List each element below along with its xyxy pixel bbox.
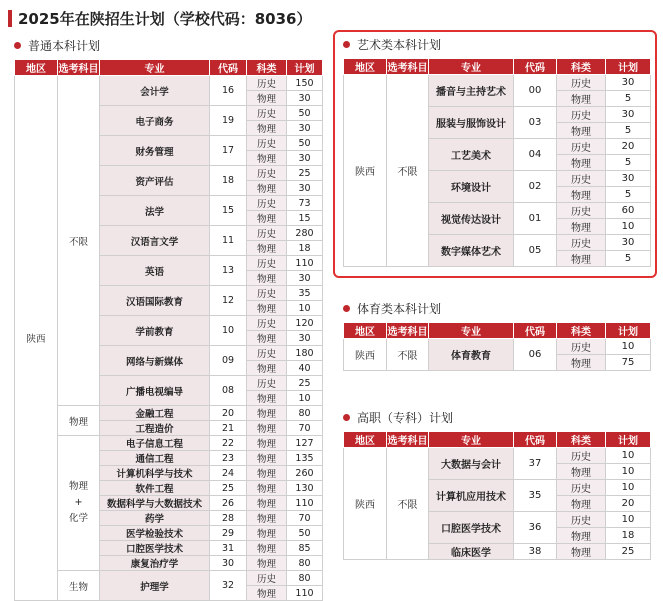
category-cell: 物理: [557, 123, 606, 139]
major-name-cell: 康复治疗学: [100, 556, 210, 571]
category-cell: 物理: [247, 391, 287, 406]
category-cell: 历史: [247, 256, 287, 271]
category-cell: 物理: [557, 251, 606, 267]
col-header-plan: 计划: [287, 60, 323, 76]
major-name-cell: 医学检验技术: [100, 526, 210, 541]
col-header-code: 代码: [514, 59, 557, 75]
plan-cell: 18: [287, 241, 323, 256]
category-cell: 物理: [557, 496, 606, 512]
category-cell: 历史: [557, 139, 606, 155]
subject-requirement-cell: 不限: [387, 75, 429, 267]
major-name-cell: 法学: [100, 196, 210, 226]
category-cell: 物理: [247, 241, 287, 256]
plan-cell: 25: [606, 544, 651, 560]
plan-cell: 60: [606, 203, 651, 219]
major-code-cell: 12: [210, 286, 247, 316]
subject-requirement-cell: 不限: [387, 339, 429, 371]
major-code-cell: 17: [210, 136, 247, 166]
table-row: [15, 571, 323, 586]
category-cell: 物理: [247, 91, 287, 106]
category-cell: 物理: [247, 481, 287, 496]
section-header-sport: [343, 299, 650, 317]
table-header-row: [344, 432, 651, 448]
category-cell: 历史: [247, 226, 287, 241]
plan-cell: 30: [287, 181, 323, 196]
col-header-category: 科类: [557, 323, 606, 339]
major-code-cell: 28: [210, 511, 247, 526]
col-header-major: 专业: [429, 59, 514, 75]
plan-cell: 50: [287, 106, 323, 121]
category-cell: 历史: [557, 235, 606, 251]
major-code-cell: 02: [514, 171, 557, 203]
plan-cell: 10: [606, 512, 651, 528]
col-header-major: 专业: [429, 323, 514, 339]
plan-cell: 30: [606, 171, 651, 187]
plan-cell: 135: [287, 451, 323, 466]
plan-cell: 280: [287, 226, 323, 241]
col-header-region: 地区: [15, 60, 58, 76]
plan-cell: 10: [606, 339, 651, 355]
major-name-cell: 金融工程: [100, 406, 210, 421]
major-name-cell: 工艺美术: [429, 139, 514, 171]
category-cell: 物理: [247, 361, 287, 376]
plan-cell: 85: [287, 541, 323, 556]
plan-cell: 80: [287, 556, 323, 571]
category-cell: 物理: [557, 219, 606, 235]
category-cell: 物理: [247, 511, 287, 526]
subject-requirement-cell: 不限: [387, 448, 429, 560]
table-header-row: [344, 59, 651, 75]
major-name-cell: 电子商务: [100, 106, 210, 136]
major-code-cell: 20: [210, 406, 247, 421]
section-header-art: [343, 35, 650, 53]
major-name-cell: 视觉传达设计: [429, 203, 514, 235]
category-cell: 物理: [247, 586, 287, 601]
plan-cell: 150: [287, 76, 323, 91]
col-header-major: 专业: [100, 60, 210, 76]
plan-cell: 10: [606, 464, 651, 480]
major-code-cell: 36: [514, 512, 557, 544]
major-name-cell: 服装与服饰设计: [429, 107, 514, 139]
plan-cell: 5: [606, 91, 651, 107]
table-sport: [343, 322, 651, 371]
plan-cell: 5: [606, 251, 651, 267]
category-cell: 历史: [247, 196, 287, 211]
category-cell: 历史: [557, 75, 606, 91]
major-name-cell: 软件工程: [100, 481, 210, 496]
major-name-cell: 计算机科学与技术: [100, 466, 210, 481]
plan-cell: 180: [287, 346, 323, 361]
table-row: [344, 339, 651, 355]
major-code-cell: 26: [210, 496, 247, 511]
major-code-cell: 22: [210, 436, 247, 451]
plan-cell: 30: [606, 235, 651, 251]
major-name-cell: 数字媒体艺术: [429, 235, 514, 267]
section-title-general: 普通本科计划: [28, 38, 101, 53]
category-cell: 历史: [247, 346, 287, 361]
plan-cell: 18: [606, 528, 651, 544]
plan-cell: 110: [287, 586, 323, 601]
col-header-subject: 选考科目: [387, 432, 429, 448]
section-title-sport: 体育类本科计划: [357, 301, 442, 316]
plan-cell: 30: [287, 271, 323, 286]
major-name-cell: 汉语言文学: [100, 226, 210, 256]
major-code-cell: 11: [210, 226, 247, 256]
major-name-cell: 工程造价: [100, 421, 210, 436]
category-cell: 物理: [247, 436, 287, 451]
category-cell: 物理: [247, 406, 287, 421]
major-name-cell: 数据科学与大数据技术: [100, 496, 210, 511]
major-code-cell: 38: [514, 544, 557, 560]
plan-cell: 75: [606, 355, 651, 371]
col-header-plan: 计划: [606, 59, 651, 75]
major-name-cell: 学前教育: [100, 316, 210, 346]
table-header-row: [344, 323, 651, 339]
major-code-cell: 24: [210, 466, 247, 481]
major-code-cell: 30: [210, 556, 247, 571]
region-cell: 陕西: [344, 448, 387, 560]
major-name-cell: 计算机应用技术: [429, 480, 514, 512]
plan-cell: 10: [606, 448, 651, 464]
plan-cell: 30: [287, 151, 323, 166]
major-name-cell: 广播电视编导: [100, 376, 210, 406]
category-cell: 历史: [557, 203, 606, 219]
plan-cell: 5: [606, 155, 651, 171]
plan-cell: 30: [287, 121, 323, 136]
major-code-cell: 04: [514, 139, 557, 171]
plan-cell: 20: [606, 496, 651, 512]
major-name-cell: 通信工程: [100, 451, 210, 466]
plan-cell: 80: [287, 571, 323, 586]
col-header-code: 代码: [210, 60, 247, 76]
plan-cell: 25: [287, 166, 323, 181]
col-header-region: 地区: [344, 59, 387, 75]
plan-cell: 10: [287, 391, 323, 406]
section-title-vocational: 高职（专科）计划: [357, 410, 454, 425]
major-code-cell: 15: [210, 196, 247, 226]
page-title-text: 2025年在陕招生计划（学校代码：8036）: [18, 9, 312, 28]
category-cell: 物理: [247, 451, 287, 466]
major-code-cell: 31: [210, 541, 247, 556]
category-cell: 物理: [557, 355, 606, 371]
major-code-cell: 25: [210, 481, 247, 496]
table-header-row: [15, 60, 323, 76]
category-cell: 物理: [247, 151, 287, 166]
plan-cell: 110: [287, 496, 323, 511]
major-name-cell: 资产评估: [100, 166, 210, 196]
plan-cell: 25: [287, 376, 323, 391]
major-name-cell: 护理学: [100, 571, 210, 601]
category-cell: 物理: [557, 187, 606, 203]
category-cell: 历史: [557, 448, 606, 464]
category-cell: 物理: [247, 301, 287, 316]
major-name-cell: 网络与新媒体: [100, 346, 210, 376]
category-cell: 物理: [247, 331, 287, 346]
plan-cell: 10: [606, 219, 651, 235]
major-code-cell: 16: [210, 76, 247, 106]
major-code-cell: 32: [210, 571, 247, 601]
major-name-cell: 会计学: [100, 76, 210, 106]
major-name-cell: 临床医学: [429, 544, 514, 560]
category-cell: 物理: [247, 556, 287, 571]
major-name-cell: 播音与主持艺术: [429, 75, 514, 107]
section-title-art: 艺术类本科计划: [357, 37, 442, 52]
major-code-cell: 10: [210, 316, 247, 346]
col-header-plan: 计划: [606, 432, 651, 448]
category-cell: 物理: [557, 544, 606, 560]
table-row: [344, 448, 651, 464]
plan-cell: 15: [287, 211, 323, 226]
category-cell: 物理: [247, 271, 287, 286]
major-name-cell: 口腔医学技术: [100, 541, 210, 556]
category-cell: 历史: [247, 316, 287, 331]
major-name-cell: 英语: [100, 256, 210, 286]
plan-cell: 30: [606, 75, 651, 91]
category-cell: 历史: [247, 286, 287, 301]
subject-requirement-cell: 物理: [58, 406, 100, 436]
major-name-cell: 体育教育: [429, 339, 514, 371]
title-accent-bar: [8, 10, 12, 27]
major-code-cell: 01: [514, 203, 557, 235]
major-code-cell: 29: [210, 526, 247, 541]
plan-cell: 35: [287, 286, 323, 301]
category-cell: 物理: [557, 155, 606, 171]
major-name-cell: 药学: [100, 511, 210, 526]
major-code-cell: 09: [210, 346, 247, 376]
major-code-cell: 08: [210, 376, 247, 406]
table-row: [15, 76, 323, 91]
plan-cell: 30: [287, 91, 323, 106]
bullet-icon: [343, 414, 350, 421]
bullet-icon: [343, 305, 350, 312]
region-cell: 陕西: [344, 75, 387, 267]
section-art: [343, 35, 650, 267]
col-header-region: 地区: [344, 432, 387, 448]
major-code-cell: 35: [514, 480, 557, 512]
category-cell: 历史: [247, 376, 287, 391]
plan-cell: 130: [287, 481, 323, 496]
category-cell: 物理: [557, 91, 606, 107]
col-header-category: 科类: [247, 60, 287, 76]
category-cell: 历史: [247, 106, 287, 121]
category-cell: 物理: [247, 211, 287, 226]
plan-cell: 70: [287, 511, 323, 526]
category-cell: 物理: [247, 541, 287, 556]
table-general: [14, 59, 323, 601]
section-header-vocational: [343, 408, 650, 426]
col-header-region: 地区: [344, 323, 387, 339]
category-cell: 历史: [247, 136, 287, 151]
major-code-cell: 06: [514, 339, 557, 371]
category-cell: 历史: [557, 512, 606, 528]
plan-cell: 30: [287, 331, 323, 346]
major-code-cell: 37: [514, 448, 557, 480]
major-code-cell: 03: [514, 107, 557, 139]
plan-cell: 5: [606, 187, 651, 203]
major-name-cell: 大数据与会计: [429, 448, 514, 480]
major-name-cell: 电子信息工程: [100, 436, 210, 451]
plan-cell: 260: [287, 466, 323, 481]
category-cell: 历史: [247, 166, 287, 181]
subject-requirement-cell: 生物: [58, 571, 100, 601]
section-header-general: [14, 36, 322, 54]
category-cell: 历史: [557, 171, 606, 187]
category-cell: 历史: [247, 571, 287, 586]
category-cell: 物理: [247, 421, 287, 436]
plan-cell: 10: [287, 301, 323, 316]
col-header-code: 代码: [514, 323, 557, 339]
table-row: [344, 75, 651, 91]
major-code-cell: 00: [514, 75, 557, 107]
major-name-cell: 口腔医学技术: [429, 512, 514, 544]
category-cell: 物理: [557, 464, 606, 480]
table-row: [15, 406, 323, 421]
plan-cell: 30: [606, 107, 651, 123]
category-cell: 物理: [247, 466, 287, 481]
bullet-icon: [343, 41, 350, 48]
col-header-subject: 选考科目: [387, 323, 429, 339]
region-cell: 陕西: [344, 339, 387, 371]
section-vocational: [343, 408, 650, 560]
col-header-subject: 选考科目: [387, 59, 429, 75]
category-cell: 历史: [557, 107, 606, 123]
category-cell: 历史: [557, 480, 606, 496]
plan-cell: 40: [287, 361, 323, 376]
col-header-code: 代码: [514, 432, 557, 448]
plan-cell: 120: [287, 316, 323, 331]
major-code-cell: 18: [210, 166, 247, 196]
plan-cell: 5: [606, 123, 651, 139]
major-name-cell: 财务管理: [100, 136, 210, 166]
category-cell: 物理: [557, 528, 606, 544]
major-name-cell: 汉语国际教育: [100, 286, 210, 316]
plan-cell: 20: [606, 139, 651, 155]
col-header-category: 科类: [557, 432, 606, 448]
major-code-cell: 05: [514, 235, 557, 267]
category-cell: 物理: [247, 181, 287, 196]
col-header-plan: 计划: [606, 323, 651, 339]
major-name-cell: 环境设计: [429, 171, 514, 203]
category-cell: 物理: [247, 496, 287, 511]
major-code-cell: 19: [210, 106, 247, 136]
plan-cell: 50: [287, 526, 323, 541]
table-row: [15, 436, 323, 451]
major-code-cell: 23: [210, 451, 247, 466]
bullet-icon: [14, 42, 21, 49]
col-header-category: 科类: [557, 59, 606, 75]
category-cell: 物理: [247, 121, 287, 136]
plan-cell: 80: [287, 406, 323, 421]
subject-requirement-cell: 不限: [58, 76, 100, 406]
table-art: [343, 58, 651, 267]
region-cell: 陕西: [15, 76, 58, 601]
major-code-cell: 13: [210, 256, 247, 286]
section-general: [14, 36, 322, 601]
plan-cell: 70: [287, 421, 323, 436]
plan-cell: 127: [287, 436, 323, 451]
table-vocational: [343, 431, 651, 560]
major-code-cell: 21: [210, 421, 247, 436]
category-cell: 物理: [247, 526, 287, 541]
category-cell: 历史: [557, 339, 606, 355]
col-header-subject: 选考科目: [58, 60, 100, 76]
plan-cell: 50: [287, 136, 323, 151]
subject-requirement-cell: 物理 + 化学: [58, 436, 100, 571]
plan-cell: 110: [287, 256, 323, 271]
page-title: [8, 8, 312, 28]
section-sport: [343, 299, 650, 371]
plan-cell: 73: [287, 196, 323, 211]
plan-cell: 10: [606, 480, 651, 496]
category-cell: 历史: [247, 76, 287, 91]
col-header-major: 专业: [429, 432, 514, 448]
